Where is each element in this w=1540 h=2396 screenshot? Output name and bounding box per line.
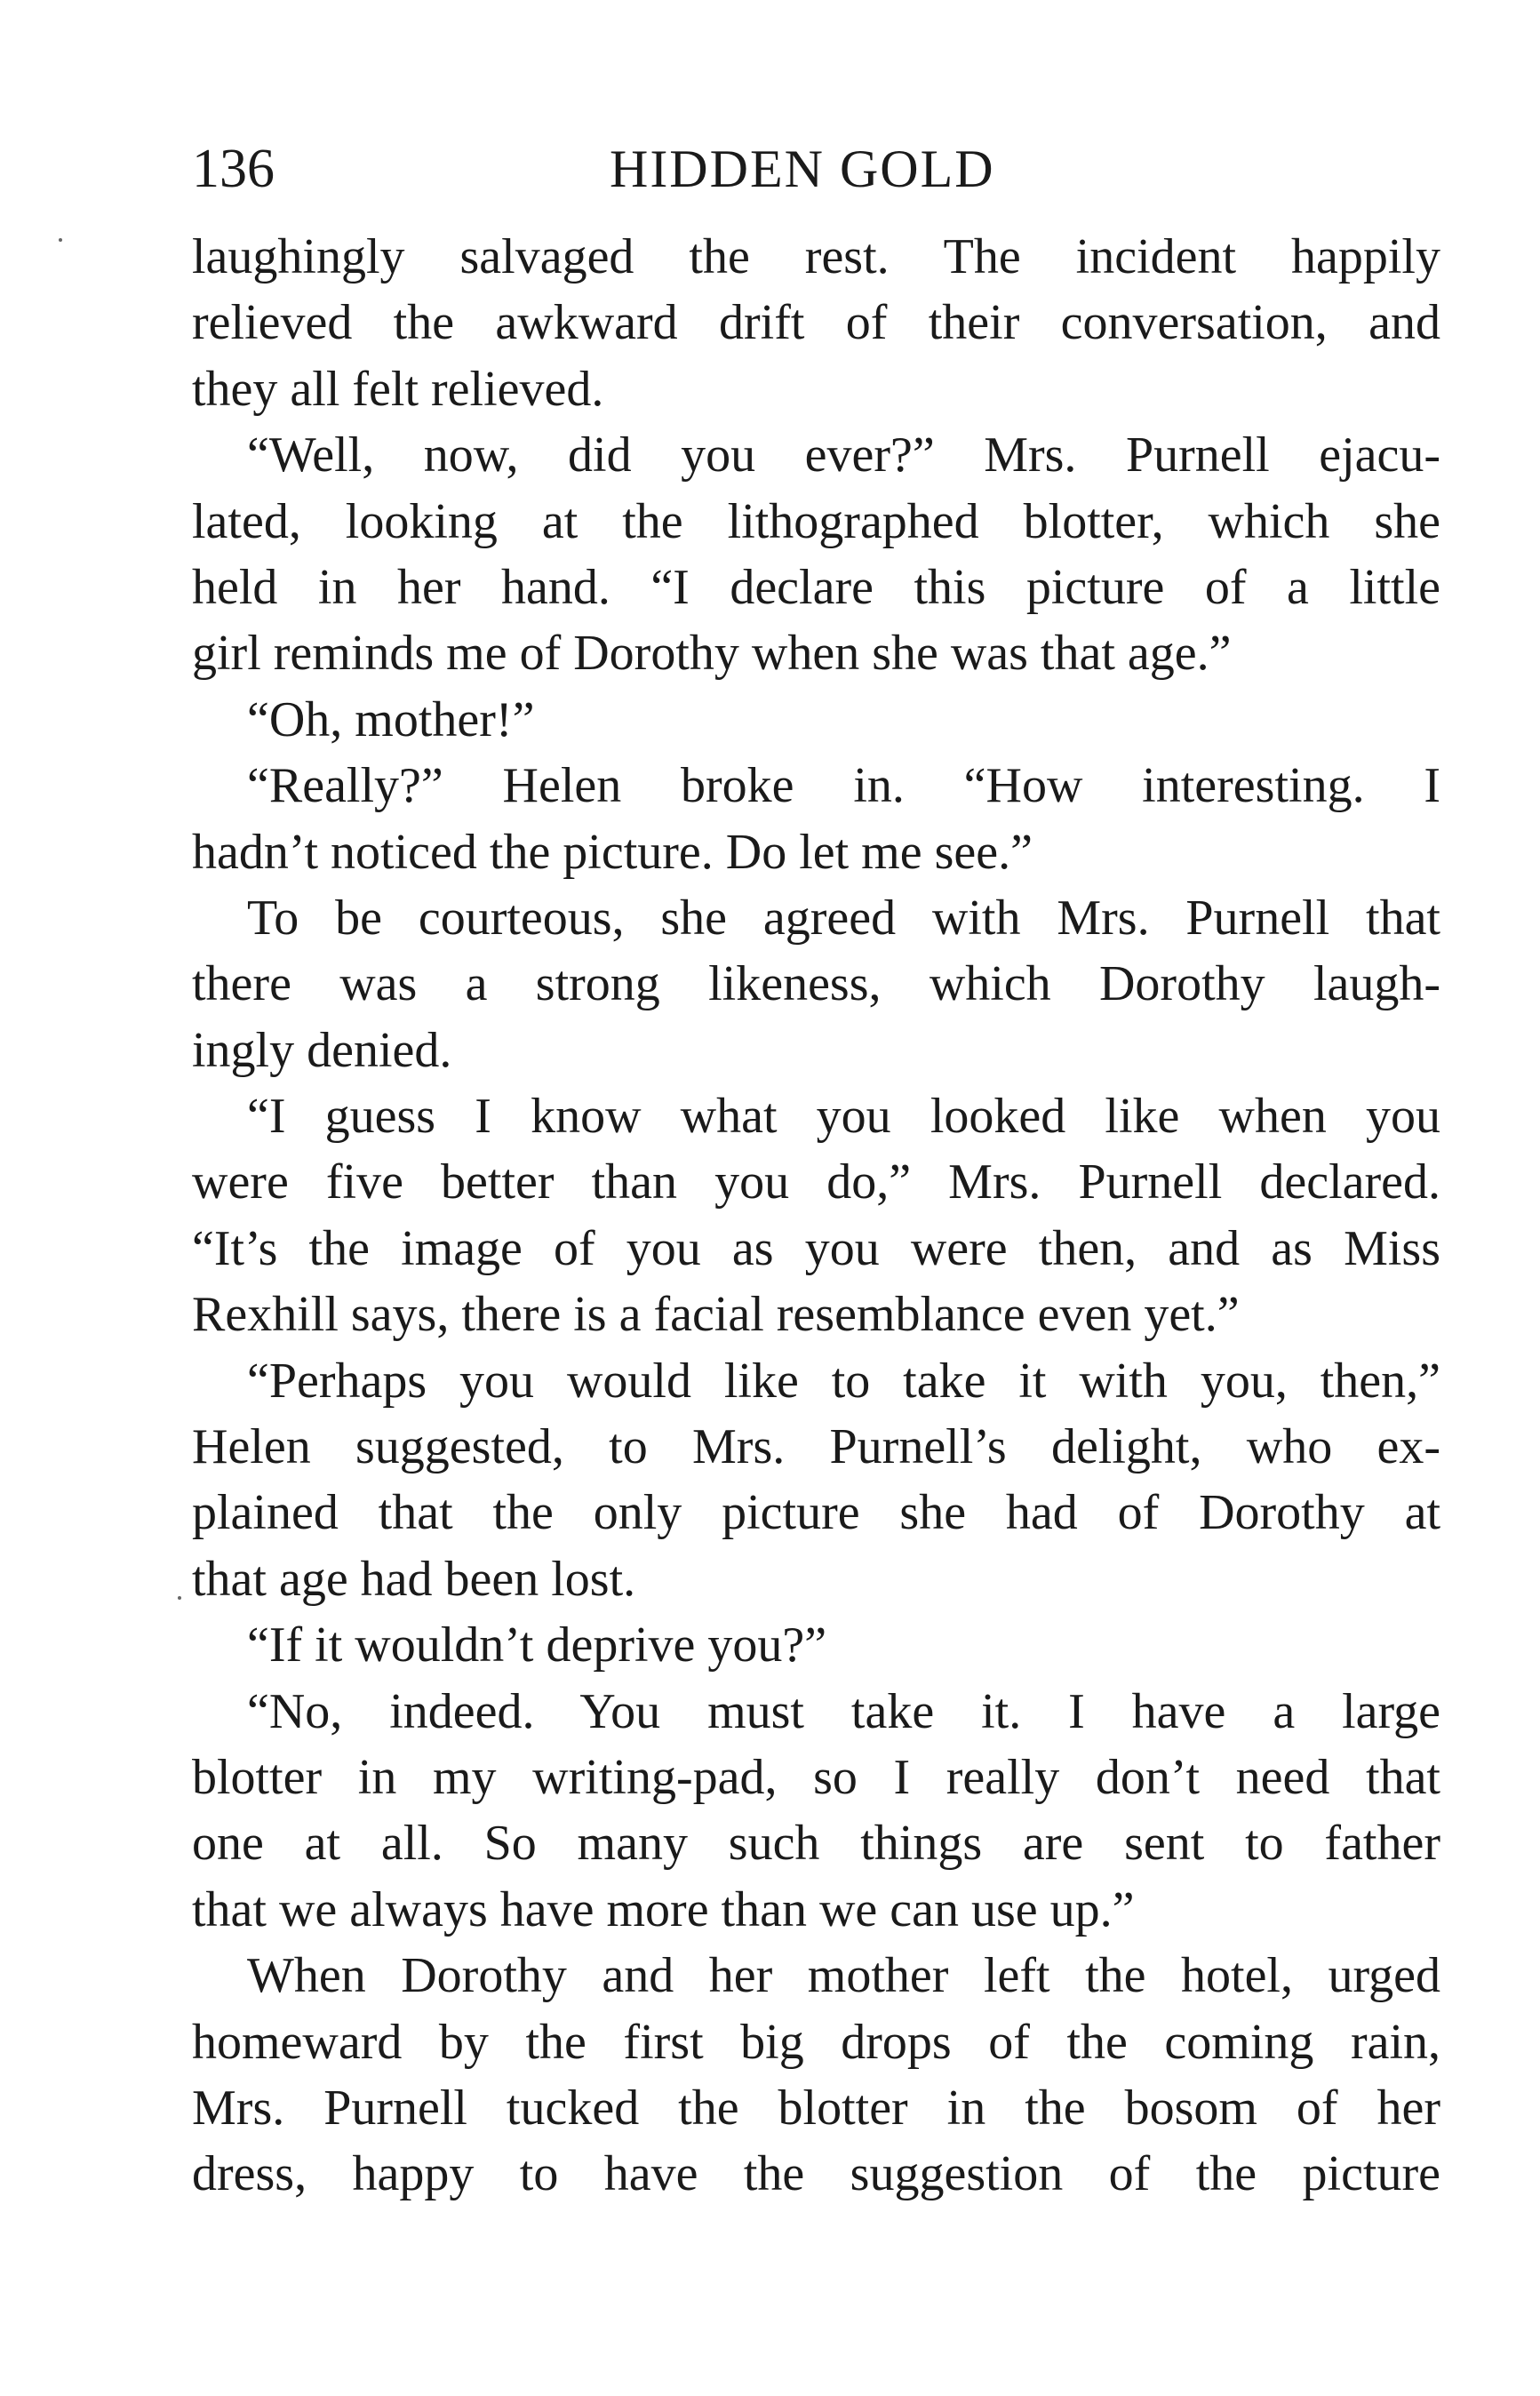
page-number: 136: [192, 139, 275, 199]
text-line: they all felt relieved.: [192, 361, 604, 417]
body-text: [192, 224, 1440, 2208]
text-line: “No, indeed. You must take it. I have a large: [247, 1683, 1440, 1739]
running-title: HIDDEN GOLD: [610, 140, 995, 198]
text-line: held in her hand. “I declare this picture of a little: [192, 559, 1440, 615]
text-line: “It’s the image of you as you were then, and as Miss: [192, 1220, 1440, 1276]
running-head: [192, 129, 1440, 209]
text-line: plained that the only picture she had of Dorothy at: [192, 1485, 1440, 1541]
text-line: there was a strong likeness, which Dorothy laugh-: [192, 956, 1440, 1012]
print-speck: [59, 238, 62, 242]
text-line: blotter in my writing-pad, so I really don’t need that: [192, 1749, 1440, 1805]
text-line: To be courteous, she agreed with Mrs. Purnell that: [247, 890, 1440, 946]
text-line: Mrs. Purnell tucked the blotter in the bosom of her: [192, 2080, 1440, 2136]
text-line: ingly denied.: [192, 1022, 452, 1078]
text-line: laughingly salvaged the rest. The incident happily: [192, 229, 1440, 284]
text-line: girl reminds me of Dorothy when she was that age.”: [192, 626, 1232, 682]
text-line: one at all. So many such things are sent to father: [192, 1816, 1440, 1872]
text-line: Helen suggested, to Mrs. Purnell’s delight, who ex-: [192, 1419, 1440, 1475]
text-line: relieved the awkward drift of their conversation, and: [192, 295, 1440, 351]
text-line: “If it wouldn’t deprive you?”: [247, 1617, 827, 1673]
text-line: When Dorothy and her mother left the hotel, urged: [247, 1948, 1440, 2004]
text-line: “Perhaps you would like to take it with you, then,”: [247, 1353, 1440, 1409]
text-line: hadn’t noticed the picture. Do let me see.”: [192, 824, 1033, 880]
text-line: were five better than you do,” Mrs. Purnell declared.: [192, 1154, 1440, 1210]
text-line: Rexhill says, there is a facial resemblance even yet.”: [192, 1287, 1240, 1343]
text-line: that we always have more than we can use up.”: [192, 1881, 1135, 1937]
print-speck: [178, 1596, 181, 1600]
text-line: “Well, now, did you ever?” Mrs. Purnell ejacu-: [247, 427, 1440, 483]
text-line: lated, looking at the lithographed blotter, which she: [192, 493, 1440, 549]
text-line: homeward by the first big drops of the coming rain,: [192, 2014, 1440, 2070]
text-line: “Really?” Helen broke in. “How interesting. I: [247, 758, 1440, 814]
text-line: that age had been lost.: [192, 1551, 636, 1607]
text-line: “I guess I know what you looked like when you: [247, 1089, 1440, 1145]
text-line: dress, happy to have the suggestion of the picture: [192, 2146, 1440, 2202]
text-line: “Oh, mother!”: [247, 691, 535, 747]
